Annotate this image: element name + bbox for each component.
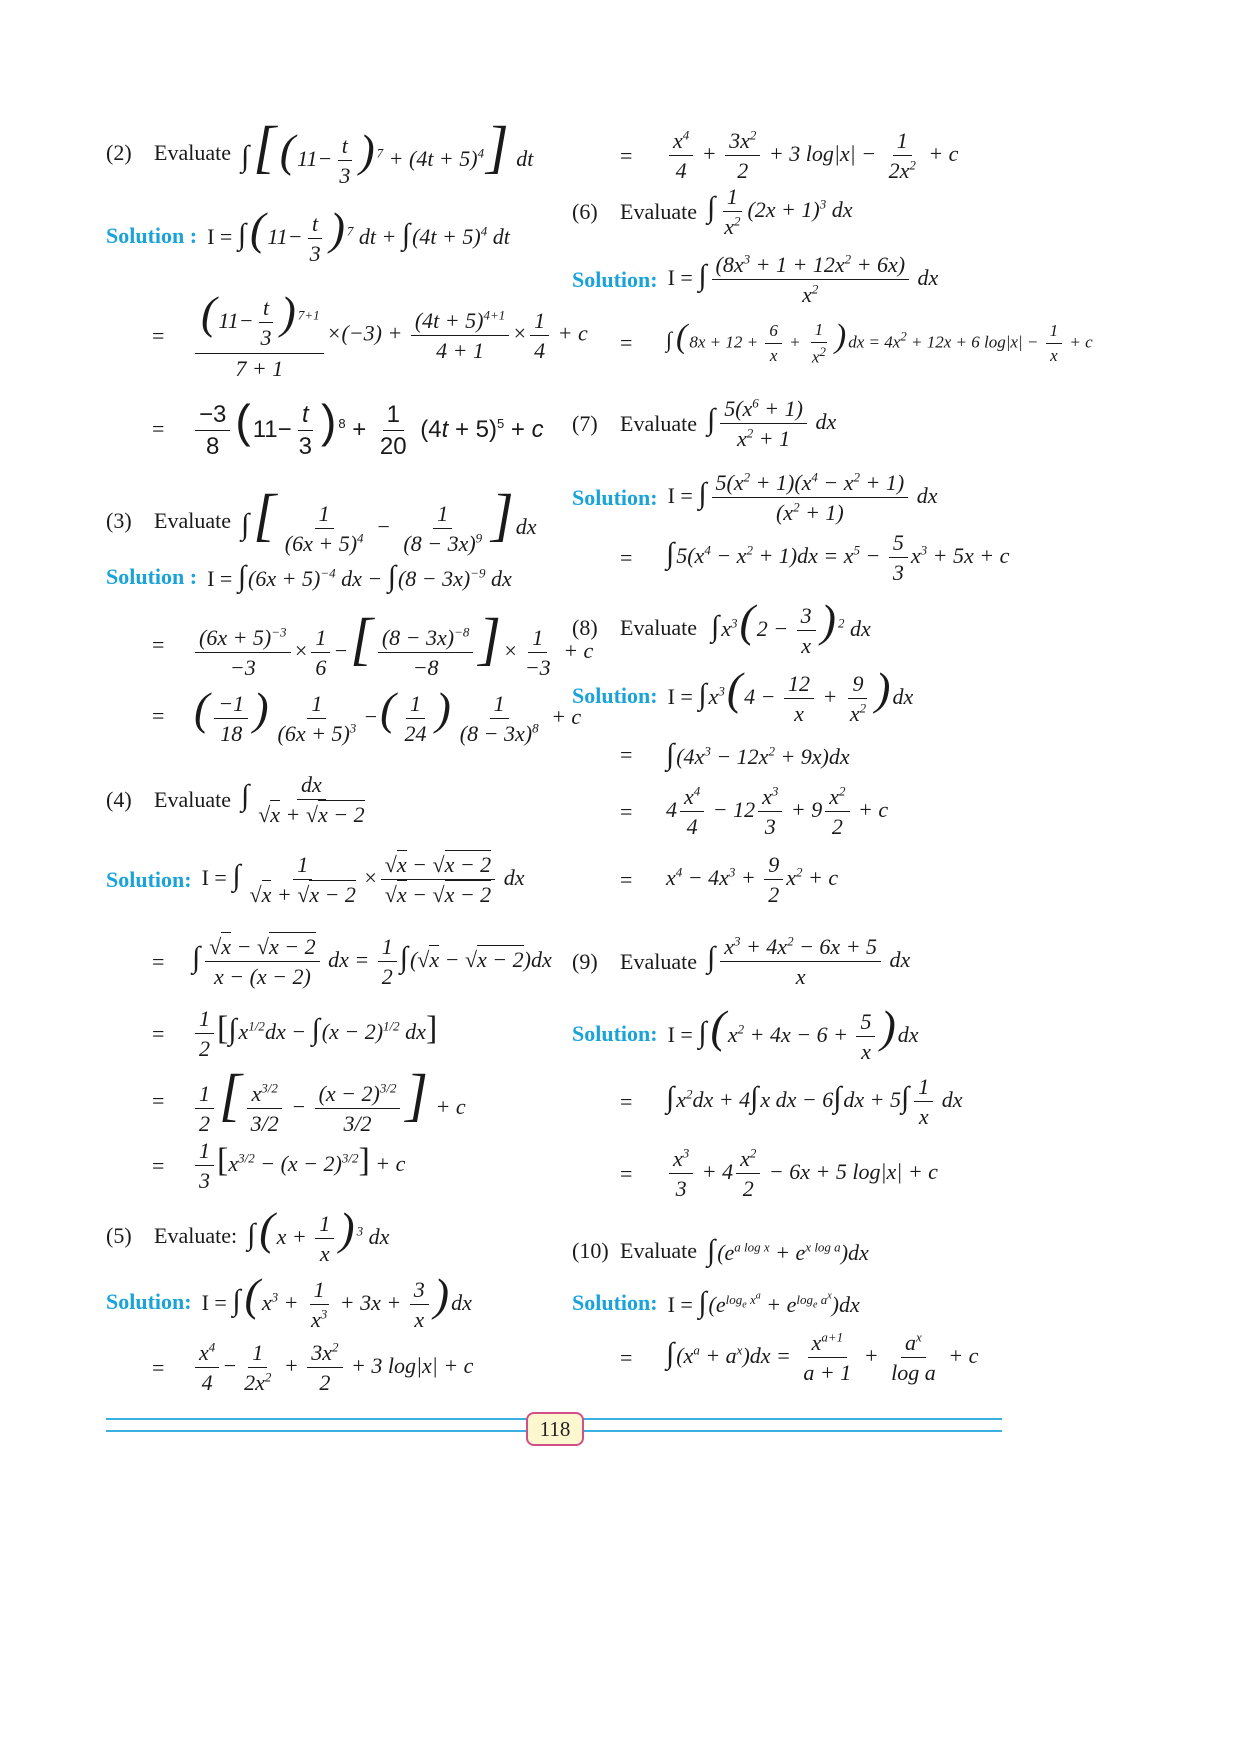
problem-6-step-1: = ∫ ( 8x + 12 + $\frac{6}{x}$ + $\frac{1}{x^2}$ ) dx = $4x^2 + 12x + 6$ log|x| − $\frac{1}{x}$ + c (620, 318, 1093, 367)
formula: 4 $\frac{x^4}{4}$ − 12 $\frac{x^3}{3}$ + 9 $\frac{x^2}{2}$ + c (666, 783, 889, 840)
problem-10-step-1: = $\int(x^a + a^x)dx$ = $\frac{x^{a+1}}{a + 1}$ + $\frac{a^x}{\text{log a}}$ + c (620, 1329, 979, 1386)
formula: $\frac{-3}{8}$ (11− $\frac{t}{3}$ ) $^8$ + $\frac{1}{20}$ $(4t + 5)^5 + c$ (192, 398, 544, 461)
formula: $I = \int x^3(4$ − $\frac{12}{x}$ + $\frac{9}{x^2}$ )dx (667, 663, 914, 727)
formula: $\frac{x^4}{4}$ + $\frac{3x^2}{2}$ + 3 log|x| − $\frac{1}{2x^2}$ + c (666, 128, 958, 184)
problem-3-step-2: = ( $\frac{-1}{18}$ ) $\frac{1}{(6x + 5)^3}$ −( $\frac{1}{24}$ ) $\frac{1}{(8 - 3x)^8}$ + c (152, 683, 582, 747)
solution-label: Solution: (572, 683, 658, 709)
formula: $I = \int(x^2 + 4x - 6$ + $\frac{5}{x}$ )dx (667, 1001, 919, 1065)
page-number: 118 (526, 1412, 584, 1446)
problem-5-solution (106, 1269, 472, 1333)
formula: I = ∫ $\frac{1}{√x + √x - 2}$ × $\frac{√x - √x - 2}{√x - √x - 2}$ dx (201, 852, 525, 908)
formula: $\frac{1}{2}$ [$\int x^{1/2}dx - \int(x - 2)^{1/2}$ dx] (192, 1006, 437, 1062)
formula: $\int(4x^3 - 12x^2 + 9x)dx$ (666, 738, 850, 771)
problem-6-question (572, 184, 852, 240)
problem-number: (2) (106, 140, 132, 166)
problem-8-solution (572, 663, 914, 727)
problem-9-question (572, 934, 910, 990)
formula: ∫ $\frac{1}{x^2}$ $(2x + 1)^3$ dx (706, 184, 853, 240)
formula: $\int x^3(2$ − $\frac{3}{x}$ ) $^2$ dx (710, 595, 871, 659)
problem-8-step-3: = $x^4 - 4x^3$ + $\frac{9}{2}$ $x^2 + c$ (620, 852, 839, 908)
problem-prompt: Evaluate (154, 508, 231, 534)
problem-6-solution (572, 252, 938, 308)
problem-4-step-1: = ∫ $\frac{√x - √x - 2}{x - (x - 2)}$ dx = $\frac{1}{2}$ ∫(√x − √x − 2)dx (152, 934, 552, 990)
solution-label: Solution: (106, 1289, 192, 1315)
problem-3-question (106, 482, 537, 557)
problem-prompt: Evaluate (154, 140, 231, 166)
problem-2-step-2: = $\frac{-3}{8}$ (11− $\frac{t}{3}$ ) $^8$ + $\frac{1}{20}$ $(4t + 5)^5 + c$ (152, 395, 544, 461)
problem-8-question (572, 595, 871, 659)
formula: $\frac{x^4}{4}$ − $\frac{1}{2x^2}$ + $\frac{3x^2}{2}$ + 3 log|x| + c (192, 1340, 473, 1396)
formula: ∫(x + $\frac{1}{x}$ ) $^3$ dx (247, 1203, 390, 1267)
problem-4-step-2: = $\frac{1}{2}$ [$\int x^{1/2}dx - \int(x - 2)^{1/2}$ dx] (152, 1006, 438, 1062)
solution-label: Solution: (572, 266, 658, 292)
formula: ∫ $\frac{dx}{√x + √x - 2}$ (240, 772, 365, 828)
formula: ∫[(11− $\frac{t}{3}$ ) $^7 + (4t + 5)^4$] dt (240, 114, 534, 189)
problem-prompt: Evaluate (154, 786, 231, 812)
formula: I = ∫(11− $\frac{t}{3}$ ) $^7$ dt + $\int(4t + 5)^4$ dt (207, 203, 510, 267)
formula: $\frac{1}{3}$ $[x^{3/2} - (x - 2)^{3/2}] + c$ (192, 1138, 405, 1194)
formula: $I = \int(x^3$ + $\frac{1}{x^3}$ + 3x + $\frac{3}{x}$ )dx (201, 1269, 472, 1333)
solution-label: Solution: (572, 1290, 658, 1315)
problem-prompt: Evaluate: (154, 1223, 238, 1249)
problem-9-solution (572, 1001, 919, 1065)
problem-3-step-1: = $\frac{(6x + 5)^{-3}}{-3}$ × $\frac{1}{6}$ −[ $\frac{(8 - 3x)^{-8}}{-8}$ ]× $\frac{1}{-3}$ + c (152, 606, 594, 681)
formula: $\frac{1}{2}$ [ $\frac{x^{3/2}}{3/2}$ − $\frac{(x - 2)^{3/2}}{3/2}$ ] + c (192, 1066, 466, 1137)
formula: I = ∫ $\frac{(8x^3 + 1 + 12x^2 + 6x)}{x^2}$ dx (667, 251, 939, 308)
formula: $\int x^2dx + 4\int x$ dx − 6∫dx + 5∫ $\frac{1}{x}$ dx (666, 1074, 963, 1130)
formula: $\int 5(x^4 - x^2 + 1)dx = x^5$ − $\frac{5}{3}$ $x^3 + 5x + c$ (666, 530, 1010, 586)
solution-label: Solution : (106, 223, 198, 249)
formula: ∫ $\frac{5(x^6 + 1)}{x^2 + 1}$ dx (706, 395, 837, 452)
solution-label: Solution : (106, 564, 198, 589)
problem-4-step-4: = $\frac{1}{3}$ $[x^{3/2} - (x - 2)^{3/2}] + c$ (152, 1138, 406, 1194)
problem-9-step-2: = $\frac{x^3}{3}$ + 4 $\frac{x^2}{2}$ − 6x + 5 log|x| + c (620, 1145, 938, 1202)
formula: $\frac{x^3}{3}$ + 4 $\frac{x^2}{2}$ − 6x + 5 log|x| + c (666, 1146, 938, 1202)
problem-2-step-1: = (11− $\frac{t}{3}$ ) $^{7+1}$ 7 + 1 ×(−3) + $\frac{(4t + 5)^{4+1}}{4 + 1}$ × $\frac{1}{4}$ + c (152, 287, 588, 381)
problem-8-step-1: = $\int(4x^3 - 12x^2 + 9x)dx$ (620, 738, 850, 771)
problem-prompt: Evaluate (620, 410, 697, 436)
problem-3-solution (106, 560, 512, 594)
problem-prompt: Evaluate (620, 615, 697, 641)
problem-4-step-3: = $\frac{1}{2}$ [ $\frac{x^{3/2}}{3/2}$ − $\frac{(x - 2)^{3/2}}{3/2}$ ] + c (152, 1062, 466, 1137)
problem-number: (10) (572, 1238, 609, 1263)
problem-number: (7) (572, 410, 598, 436)
formula: I = ∫ $\frac{5(x^2 + 1)(x^4 - x^2 + 1)}{(x^2 + 1)}$ dx (667, 469, 938, 526)
problem-8-step-2: = 4 $\frac{x^4}{4}$ − 12 $\frac{x^3}{3}$ + 9 $\frac{x^2}{2}$ + c (620, 783, 889, 840)
problem-2-question (106, 114, 534, 189)
formula: $x^4 - 4x^3$ + $\frac{9}{2}$ $x^2 + c$ (666, 852, 839, 908)
formula: ∫ $\frac{√x - √x - 2}{x - (x - 2)}$ dx = $\frac{1}{2}$ ∫(√x − √x − 2)dx (192, 934, 552, 990)
problem-number: (5) (106, 1223, 132, 1249)
formula: ∫ ( 8x + 12 + $\frac{6}{x}$ + $\frac{1}{x^2}$ ) dx = $4x^2 + 12x + 6$ log|x| − $\frac{1}{x}$ + c (666, 318, 1093, 367)
formula: $I = \int(e^{log_e x^a} + e^{log_e a^x})dx$ (667, 1286, 860, 1319)
formula: $\int(e^{a log x} + e^{x log a})dx$ (706, 1234, 869, 1267)
problem-2-solution (106, 203, 510, 267)
problem-5-step-2: = $\frac{x^4}{4}$ + $\frac{3x^2}{2}$ + 3 log|x| − $\frac{1}{2x^2}$ + c (620, 127, 959, 184)
formula: $\frac{(6x + 5)^{-3}}{-3}$ × $\frac{1}{6}$ −[ $\frac{(8 - 3x)^{-8}}{-8}$ ]× $\frac{1}{-3}$ + c (192, 610, 593, 681)
problem-9-step-1: = $\int x^2dx + 4\int x$ dx − 6∫dx + 5∫ $\frac{1}{x}$ dx (620, 1074, 963, 1130)
problem-7-question (572, 396, 836, 452)
problem-7-step-1: = $\int 5(x^4 - x^2 + 1)dx = x^5$ − $\frac{5}{3}$ $x^3 + 5x + c$ (620, 530, 1010, 586)
formula: $\int(x^a + a^x)dx$ = $\frac{x^{a+1}}{a + 1}$ + $\frac{a^x}{\text{log a}}$ + c (666, 1329, 979, 1386)
problem-4-question (106, 772, 372, 828)
formula: (11− $\frac{t}{3}$ ) $^{7+1}$ 7 + 1 ×(−3) + $\frac{(4t + 5)^{4+1}}{4 + 1}$ × $\frac{1}{4}$ + c (192, 290, 588, 381)
solution-label: Solution: (106, 866, 192, 892)
problem-prompt: Evaluate (620, 1238, 697, 1263)
solution-label: Solution: (572, 1021, 658, 1047)
formula: ∫[ $\frac{1}{(6x + 5)^4}$ − $\frac{1}{(8 - 3x)^9}$ ]dx (240, 482, 537, 557)
problem-number: (9) (572, 948, 598, 974)
problem-number: (3) (106, 508, 132, 534)
problem-prompt: Evaluate (620, 948, 697, 974)
problem-5-step-1: = $\frac{x^4}{4}$ − $\frac{1}{2x^2}$ + $\frac{3x^2}{2}$ + 3 log|x| + c (152, 1339, 474, 1396)
problem-10-solution (572, 1286, 860, 1320)
problem-prompt: Evaluate (620, 198, 697, 224)
problem-5-question (106, 1203, 390, 1267)
problem-number: (6) (572, 198, 598, 224)
problem-4-solution (106, 852, 524, 908)
formula: $I = \int(6x + 5)^{-4}$ dx − $\int(8 - 3x)^{-9}$ dx (207, 560, 512, 593)
problem-number: (8) (572, 615, 598, 641)
formula: ∫ $\frac{x^3 + 4x^2 - 6x + 5}{x}$ dx (706, 933, 911, 990)
problem-number: (4) (106, 786, 132, 812)
problem-10-question (572, 1234, 869, 1268)
formula: ( $\frac{-1}{18}$ ) $\frac{1}{(6x + 5)^3}$ −( $\frac{1}{24}$ ) $\frac{1}{(8 - 3x)^8}$ + c (194, 683, 582, 747)
problem-7-solution (572, 470, 937, 526)
solution-label: Solution: (572, 484, 658, 510)
